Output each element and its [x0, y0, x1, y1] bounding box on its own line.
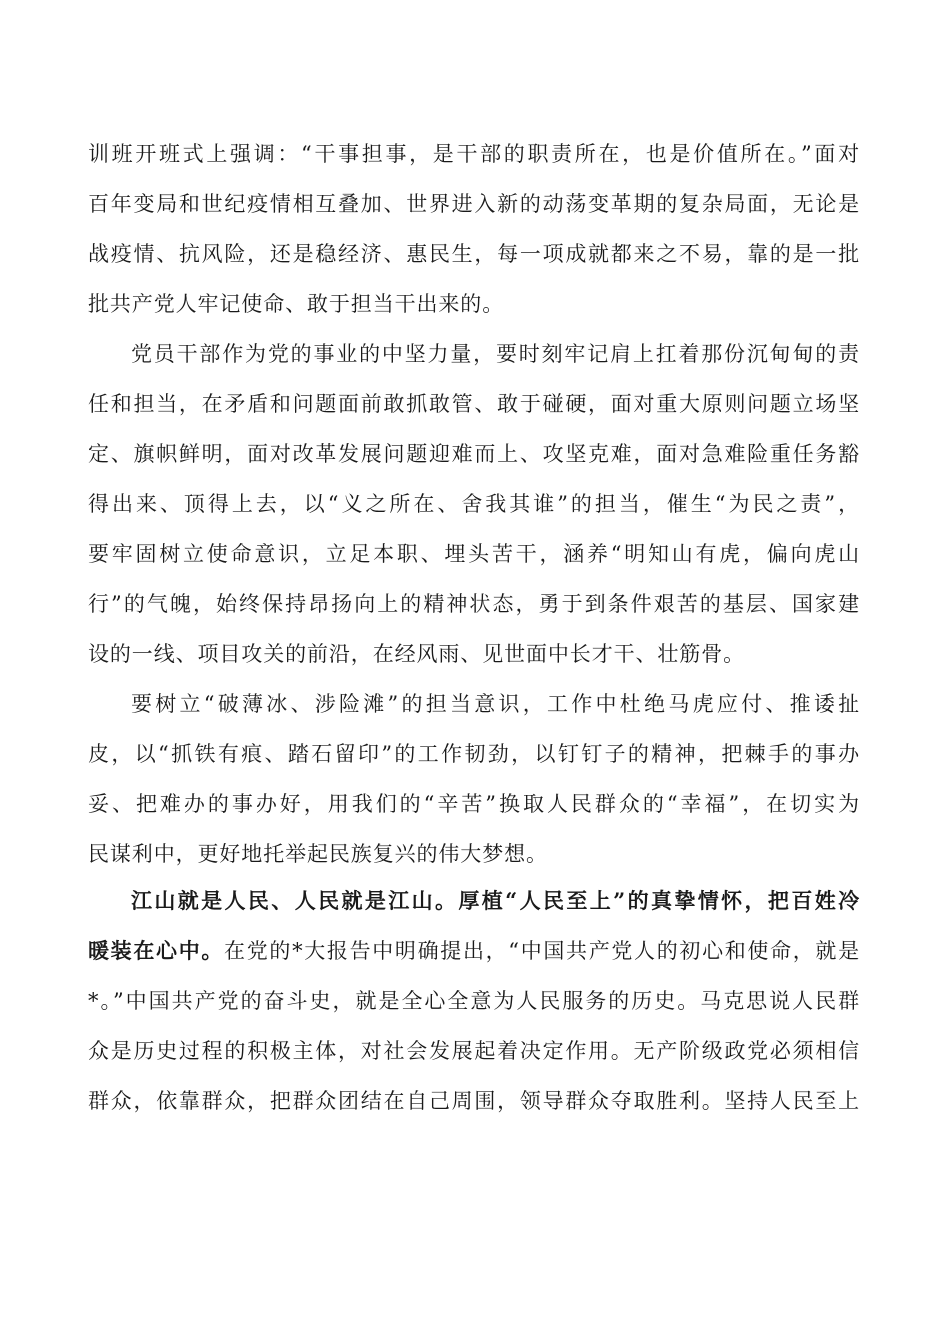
paragraph-1-line-2: 百年变局和世纪疫情相互叠加、世界进入新的动荡变革期的复杂局面，无论是 — [88, 192, 860, 216]
paragraph-4-bold-tail: 暖装在心中。 — [88, 938, 225, 963]
paragraph-3-line-3: 妥、把难办的事办好，用我们的“辛苦”换取人民群众的“幸福”，在切实为 — [88, 792, 860, 816]
paragraph-3-line-1: 要树立“破薄冰、涉险滩”的担当意识，工作中杜绝马虎应付、推诿扯 — [131, 692, 860, 716]
paragraph-4-line-4: 众是历史过程的积极主体，对社会发展起着决定作用。无产阶级政党必须相信 — [88, 1039, 860, 1063]
paragraph-2-line-6: 行”的气魄，始终保持昂扬向上的精神状态，勇于到条件艰苦的基层、国家建 — [88, 592, 860, 616]
paragraph-4-line-2-text: 在党的*大报告中明确提出，“中国共产党人的初心和使命，就是 — [224, 939, 860, 963]
paragraph-2-line-1: 党员干部作为党的事业的中坚力量，要时刻牢记肩上扛着那份沉甸甸的责 — [131, 342, 860, 366]
paragraph-2-line-4: 得出来、顶得上去，以“义之所在、舍我其谁”的担当，催生“为民之责”， — [88, 492, 860, 516]
paragraph-4-line-5: 群众，依靠群众，把群众团结在自己周围，领导群众夺取胜利。坚持人民至上 — [88, 1089, 860, 1113]
paragraph-2-line-2: 任和担当，在矛盾和问题面前敢抓敢管、敢于碰硬，面对重大原则问题立场坚 — [88, 392, 860, 416]
paragraph-2-line-5: 要牢固树立使命意识，立足本职、埋头苦干，涵养“明知山有虎，偏向虎山 — [88, 542, 860, 566]
paragraph-4-bold-heading: 江山就是人民、人民就是江山。厚植“人民至上”的真挚情怀，把百姓冷 — [131, 888, 860, 913]
paragraph-2-line-3: 定、旗帜鲜明，面对改革发展问题迎难而上、攻坚克难，面对急难险重任务豁 — [88, 442, 860, 466]
paragraph-4-line-3: *。”中国共产党的奋斗史，就是全心全意为人民服务的历史。马克思说人民群 — [88, 989, 860, 1013]
paragraph-1-line-3: 战疫情、抗风险，还是稳经济、惠民生，每一项成就都来之不易，靠的是一批 — [88, 242, 860, 266]
paragraph-1-line-1: 训班开班式上强调：“干事担事，是干部的职责所在，也是价值所在。”面对 — [88, 142, 860, 166]
paragraph-4-line-2 — [88, 934, 860, 968]
paragraph-3-line-4: 民谋利中，更好地托举起民族复兴的伟大梦想。 — [88, 842, 548, 866]
paragraph-3-line-2: 皮，以“抓铁有痕、踏石留印”的工作韧劲，以钉钉子的精神，把棘手的事办 — [88, 742, 860, 766]
paragraph-2-line-7: 设的一线、项目攻关的前沿，在经风雨、见世面中长才干、壮筋骨。 — [88, 642, 745, 666]
paragraph-1-line-4: 批共产党人牢记使命、敢于担当干出来的。 — [88, 292, 505, 316]
